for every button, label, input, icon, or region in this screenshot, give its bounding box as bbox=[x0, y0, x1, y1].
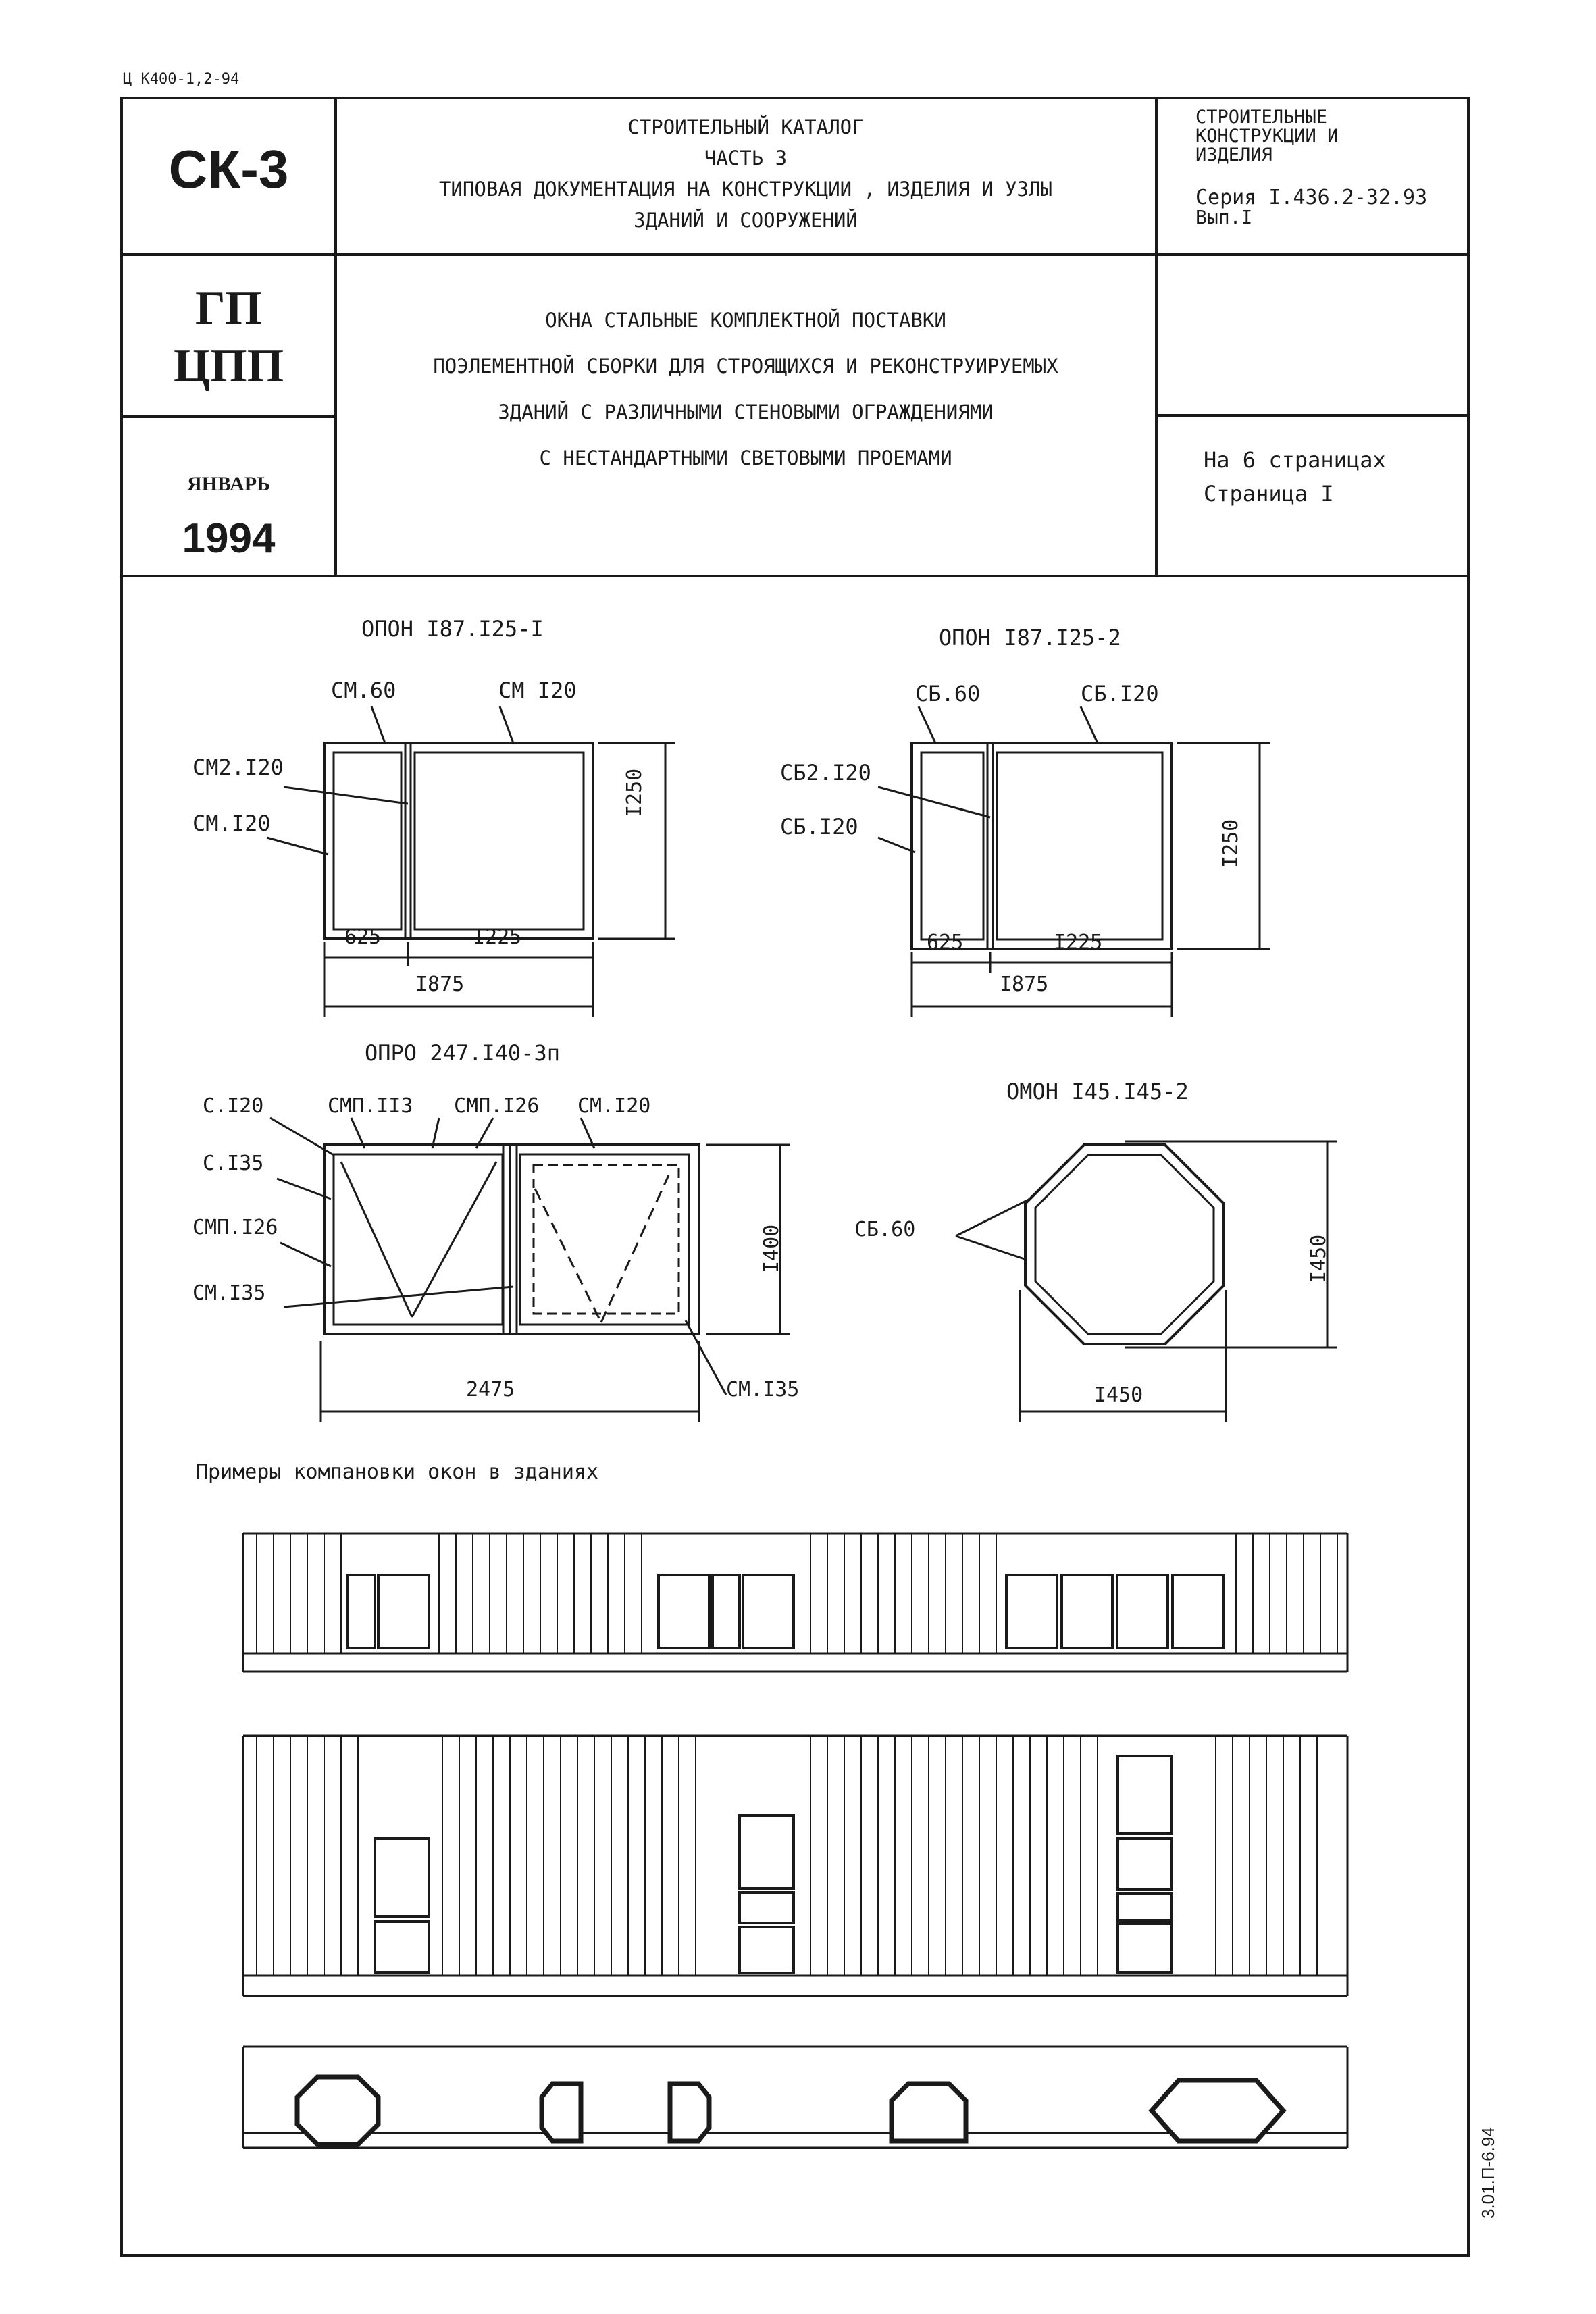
section-title-line: КОНСТРУКЦИИ И bbox=[1195, 126, 1339, 147]
window-omon-drawing bbox=[956, 1141, 1337, 1422]
part-label: СБ.60 bbox=[854, 1218, 916, 1241]
part-label: СБ2.I20 bbox=[780, 760, 871, 786]
part-label: СМ.60 bbox=[331, 677, 396, 703]
product-title-line: С НЕСТАНДАРТНЫМИ СВЕТОВЫМИ ПРОЕМАМИ bbox=[539, 446, 952, 469]
issue-number: Вып.I bbox=[1195, 206, 1253, 228]
part-label: СМ.I20 bbox=[192, 811, 271, 836]
issue-year: 1994 bbox=[182, 515, 276, 562]
org-name-line1: ГП bbox=[195, 282, 262, 334]
org-name-line2: ЦПП bbox=[173, 340, 284, 392]
examples-caption: Примеры компановки окон в зданиях bbox=[196, 1460, 599, 1484]
series-number: Серия I.436.2-32.93 bbox=[1195, 186, 1428, 209]
dimension-value: 625 bbox=[344, 925, 382, 949]
dimension-value: I875 bbox=[415, 973, 465, 996]
catalog-title-line: СТРОИТЕЛЬНЫЙ КАТАЛОГ bbox=[627, 115, 864, 138]
facade-example-2 bbox=[243, 1736, 1347, 1996]
catalog-title-line: ЧАСТЬ 3 bbox=[704, 147, 788, 170]
window-title: ОМОН I45.I45-2 bbox=[1006, 1079, 1189, 1104]
window-opon-1-drawing bbox=[267, 706, 675, 1017]
part-label: СМП.I26 bbox=[192, 1216, 278, 1239]
part-label: С.I20 bbox=[203, 1094, 264, 1118]
part-label: СМ.I35 bbox=[192, 1281, 266, 1305]
dimension-value: I225 bbox=[473, 925, 522, 949]
product-title-line: ОКНА СТАЛЬНЫЕ КОМПЛЕКТНОЙ ПОСТАВКИ bbox=[545, 309, 946, 332]
page-current: Страница I bbox=[1204, 481, 1334, 507]
window-title: ОПОН I87.I25-2 bbox=[939, 625, 1121, 650]
document-code: Ц К400-1,2-94 bbox=[123, 71, 240, 88]
product-title-line: ПОЭЛЕМЕНТНОЙ СБОРКИ ДЛЯ СТРОЯЩИХСЯ И РЕКОНСТРУИРУЕМЫХ bbox=[433, 355, 1058, 378]
facade-example-1 bbox=[243, 1533, 1347, 1672]
dimension-value: I250 bbox=[1219, 819, 1243, 868]
part-label: СМП.II3 bbox=[328, 1094, 413, 1118]
issue-month: ЯНВАРЬ bbox=[187, 473, 270, 495]
part-label: СБ.I20 bbox=[1081, 681, 1159, 706]
section-title-line: СТРОИТЕЛЬНЫЕ bbox=[1195, 107, 1328, 128]
dimension-value: 625 bbox=[927, 931, 964, 954]
catalog-code: СК-3 bbox=[168, 139, 289, 199]
part-label: СМ.I35 bbox=[726, 1378, 800, 1402]
part-label: С.I35 bbox=[203, 1152, 264, 1175]
dimension-value: I875 bbox=[1000, 973, 1049, 996]
catalog-title-line: ЗДАНИЙ И СООРУЖЕНИЙ bbox=[634, 209, 858, 232]
dimension-value: I250 bbox=[623, 768, 646, 817]
window-opro-drawing bbox=[270, 1118, 790, 1422]
product-title-line: ЗДАНИЙ С РАЗЛИЧНЫМИ СТЕНОВЫМИ ОГРАЖДЕНИЯМИ bbox=[498, 401, 994, 423]
window-title: ОПОН I87.I25-I bbox=[361, 616, 544, 642]
window-opon-2-drawing bbox=[878, 706, 1270, 1017]
window-title: ОПРО 247.I40-3п bbox=[365, 1040, 560, 1066]
dimension-value: I225 bbox=[1054, 931, 1103, 954]
dimension-value: I400 bbox=[760, 1224, 783, 1273]
side-stamp: 3.01.П-6.94 bbox=[1478, 2127, 1498, 2219]
section-title-line: ИЗДЕЛИЯ bbox=[1195, 145, 1272, 165]
catalog-title-line: ТИПОВАЯ ДОКУМЕНТАЦИЯ НА КОНСТРУКЦИИ , ИЗДЕЛИЯ И УЗЛЫ bbox=[439, 178, 1052, 201]
facade-example-3 bbox=[243, 2047, 1347, 2148]
part-label: СМ.I20 bbox=[577, 1094, 651, 1118]
dimension-value: 2475 bbox=[466, 1378, 515, 1402]
part-label: СБ.60 bbox=[915, 681, 981, 706]
part-label: СМП.I26 bbox=[454, 1094, 540, 1118]
dimension-value: I450 bbox=[1307, 1234, 1331, 1283]
part-label: СМ2.I20 bbox=[192, 754, 284, 780]
pages-total: На 6 страницах bbox=[1204, 447, 1386, 473]
part-label: СБ.I20 bbox=[780, 814, 858, 840]
dimension-value: I450 bbox=[1094, 1383, 1143, 1407]
part-label: СМ I20 bbox=[498, 677, 577, 703]
